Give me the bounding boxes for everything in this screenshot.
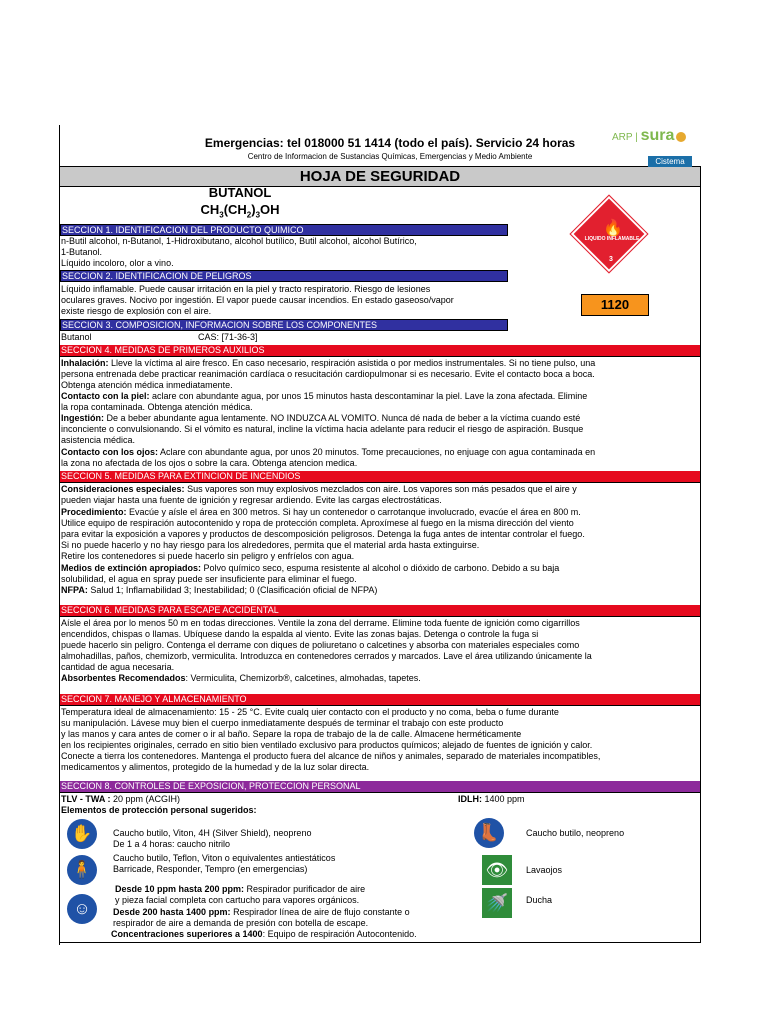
sura-logo: ARP | sura [612,127,686,145]
s5-consid-2: pueden viajar hasta una fuente de ignición y regresar ardiendo. Evite las cargas electrostáticas. [61,495,442,505]
s4-ojos-1: Contacto con los ojos: Aclare con abundante agua, por unos 20 minutos. Tome precauciones, no enjuage con agua contaminada en [61,447,596,457]
section-4-header: SECCION 4. MEDIDAS DE PRIMEROS AUXILIOS [60,345,700,357]
protective-suit-icon: 🧍 [67,855,97,885]
section-7-header: SECCION 7. MANEJO Y ALMACENAMIENTO [60,694,700,706]
boots-icon: 👢 [474,818,504,848]
diamond-label: LIQUIDO INFLAMABLE [584,236,640,242]
s1-line-3: Líquido incoloro, olor a vino. [61,258,174,268]
s7-line-6: medicamentos y alimentos, protegido de la humedad y de la luz solar directa. [61,762,370,772]
eyewash-icon: 👁 [482,855,512,885]
s6-line-5: cantidad de agua necesaria. [61,662,175,672]
s5-nfpa: NFPA: Salud 1; Inflamabilidad 3; Inestabilidad; 0 (Clasificación oficial de NFPA) [61,585,378,595]
s5-medios-2: solubilidad, el agua en spray puede ser insuficiente para eliminar el fuego. [61,574,357,584]
s5-proc-5: Retire los contenedores si puede hacerlo sin peligro y enfríelos con agua. [61,551,355,561]
sun-icon [676,132,686,142]
s8-idlh: IDLH: 1400 ppm [458,794,525,804]
gloves-icon: ✋ [67,819,97,849]
s8-lavaojos: Lavaojos [526,865,563,875]
shower-icon: 🚿 [482,888,512,918]
s4-inhalacion-1: Inhalación: Lleve la víctima al aire fresco. En caso necesario, respiración asistida o por medios instrumentales. Si no tiene pulso, una [61,358,596,368]
page-title: HOJA DE SEGURIDAD [60,167,700,187]
s8-botas: Caucho butilo, neopreno [526,828,625,838]
s2-line-2: oculares graves. Nocivo por ingestión. El vapor puede causar incendios. En estado gaseoso/vapor [61,295,454,305]
s8-resp1: Desde 10 ppm hasta 200 ppm: Respirador purificador de aire [115,884,366,894]
flame-icon: 🔥 [603,220,623,237]
s5-proc-1: Procedimiento: Evacúe y aísle el área en 300 metros. Si hay un contenedor o carrotanque involucrado, evacúe el área en 800 m. [61,507,581,517]
s6-line-2: encendidos, chispas o llamas. Ubíquese dando la espalda al viento. Evite las zonas bajas. Detenga o controle la fuga si [61,629,539,639]
s3-component: Butanol [61,332,92,342]
section-3-header: SECCION 3. COMPOSICION, INFORMACION SOBRE LOS COMPONENTES [60,319,508,331]
s5-proc-2: Utilice equipo de respiración autocontenido y ropa de protección completa. Aproxímese al fuego en la misma dirección del viento [61,518,574,528]
s8-guantes-1: Caucho butilo, Viton, 4H (Silver Shield), neopreno [113,828,312,838]
s5-proc-4: Si no puede hacerlo y no hay riesgo para los alrededores, permita que el material arda hasta extinguirse. [61,540,480,550]
s5-proc-3: para evitar la exposición a vapores y productos de descomposición peligrosos. Detenga la fuga antes de intentar controlar el fuego. [61,529,585,539]
respirator-mask-icon: ☺ [67,894,97,924]
s5-medios-1: Medios de extinción apropiados: Polvo químico seco, espuma resistente al alcohol o dióxido de carbono. Debido a su baja [61,563,560,573]
s1-line-1: n-Butil alcohol, n-Butanol, 1-Hidroxibutano, alcohol butílico, Butil alcohol, alcohol Butírico, [61,236,417,246]
product-name: BUTANOL [208,185,272,200]
s4-inhalacion-2: persona entrenada debe practicar reanimación cardíaca o resucitación cardiopulmonar si es necesario. Evite el contacto boca a boca. [61,369,595,379]
s5-consid-1: Consideraciones especiales: Sus vapores son muy explosivos mezclados con aire. Los vapores son más pesados que el aire y [61,484,577,494]
product-formula: $CH_3(CH_2)_3OH$ [200,202,280,220]
s4-ingestion-3: asistencia médica. [61,435,136,445]
section-8-header: SECCION 8. CONTROLES DE EXPOSICION, PROTECCION PERSONAL [60,781,700,793]
s7-line-4: en los recipientes originales, cerrado en sitio bien ventilado exclusivo para productos químicos; alejado de fuentes de ignición y calor. [61,740,593,750]
s3-cas: CAS: [71-36-3] [198,332,258,342]
logo-arp: ARP [612,132,633,143]
s8-concentraciones: Concentraciones superiores a 1400: Equipo de respiración Autocontenido. [111,929,417,939]
s8-tlv: TLV - TWA : 20 ppm (ACGIH) [61,794,181,804]
s7-line-5: Conecte a tierra los contenedores. Mantenga el producto fuera del alcance de niños y animales, separado de materiales incompatibles, [61,751,601,761]
s4-inhalacion-3: Obtenga atención médica inmediatamente. [61,380,233,390]
diamond-class-number: 3 [609,256,613,263]
section-5-header: SECCION 5. MEDIDAS PARA EXTINCION DE INCENDIOS [60,471,700,483]
s6-line-3: puede hacerlo sin peligro. Contenga el derrame con diques de poliuretano o calcetines y absorba con materiales especiales como [61,640,580,650]
s4-ingestion-2: inconciente o convulsionando. Si el vómito es natural, incline la víctima hacia adelante para reducir el riesgo de aspiración. Busque [61,424,584,434]
s6-line-1: Aísle el área por lo menos 50 m en todas direcciones. Ventile la zona del derrame. Elimine toda fuente de ignición como cigarrillos [61,618,580,628]
s4-ingestion-1: Ingestión: De a beber abundante agua lentamente. NO INDUZCA AL VOMITO. Nunca dé nada de beber a la víctima cuando esté [61,413,581,423]
s4-piel-2: la ropa contaminada. Obtenga atención médica. [61,402,253,412]
s7-line-2: su manipulación. Lávese muy bien el cuerpo inmediatamente después de terminar el trabajo con este producto [61,718,504,728]
s8-resp2: Desde 200 hasta 1400 ppm: Respirador línea de aire de flujo constante o [113,907,410,917]
s8-resp2-2: respirador de aire a demanda de presión con botella de escape. [113,918,369,928]
s8-guantes-2: De 1 a 4 horas: caucho nitrilo [113,839,231,849]
s8-ducha: Ducha [526,895,553,905]
section-6-header: SECCION 6. MEDIDAS PARA ESCAPE ACCIDENTAL [60,605,700,617]
s8-traje-2: Barricade, Responder, Tempro (en emergencias) [113,864,308,874]
s7-line-1: Temperatura ideal de almacenamiento: 15 - 25 °C. Evite cualq uier contacto con el producto y no coma, beba o fume durante [61,707,559,717]
s8-resp1-2: y pieza facial completa con cartucho para vapores orgánicos. [115,895,360,905]
emergency-phone-line: Emergencias: tel 018000 51 1414 (todo el país). Servicio 24 horas [204,136,576,150]
s2-line-3: existe riesgo de explosión con el aire. [61,306,212,316]
info-center-line: Centro de Informacion de Sustancias Químicas, Emergencias y Medio Ambiente [247,152,533,161]
s7-line-3: y las manos y cara antes de comer o ir al baño. Separe la ropa de trabajo de la de calle. Almacene herméticamente [61,729,522,739]
s1-line-2: 1-Butanol. [61,247,103,257]
logo-sura: sura [640,127,675,144]
section-1-header: SECCION 1. IDENTIFICACION DEL PRODUCTO QUIMICO [60,224,508,236]
section-2-header: SECCION 2. IDENTIFICACION DE PELIGROS [60,270,508,282]
s8-traje-1: Caucho butilo, Teflon, Viton o equivalentes antiestáticos [113,853,336,863]
s6-absorbentes: Absorbentes Recomendados: Vermiculita, Chemizorb®, calcetines, almohadas, tapetes. [61,673,421,683]
s4-piel-1: Contacto con la piel: aclare con abundante agua, por unos 15 minutos hasta descontaminar la piel. Lave la zona afectada. Elimine [61,391,588,401]
s8-elementos: Elementos de protección personal sugeridos: [61,805,257,815]
cistema-logo: Cistema [648,156,692,167]
un-number-box: 1120 [581,294,649,316]
s6-line-4: almohadillas, paños, chemizorb, vermiculita. Introduzca en contenedores cerrados y marcados. Lave el área utilizando únicamente la [61,651,592,661]
s4-ojos-2: la zona no afectada de los ojos o sobre la cara. Obtenga atencion medica. [61,458,358,468]
s2-line-1: Líquido inflamable. Puede causar irritación en la piel y tracto respiratorio. Riesgo de lesiones [61,284,431,294]
